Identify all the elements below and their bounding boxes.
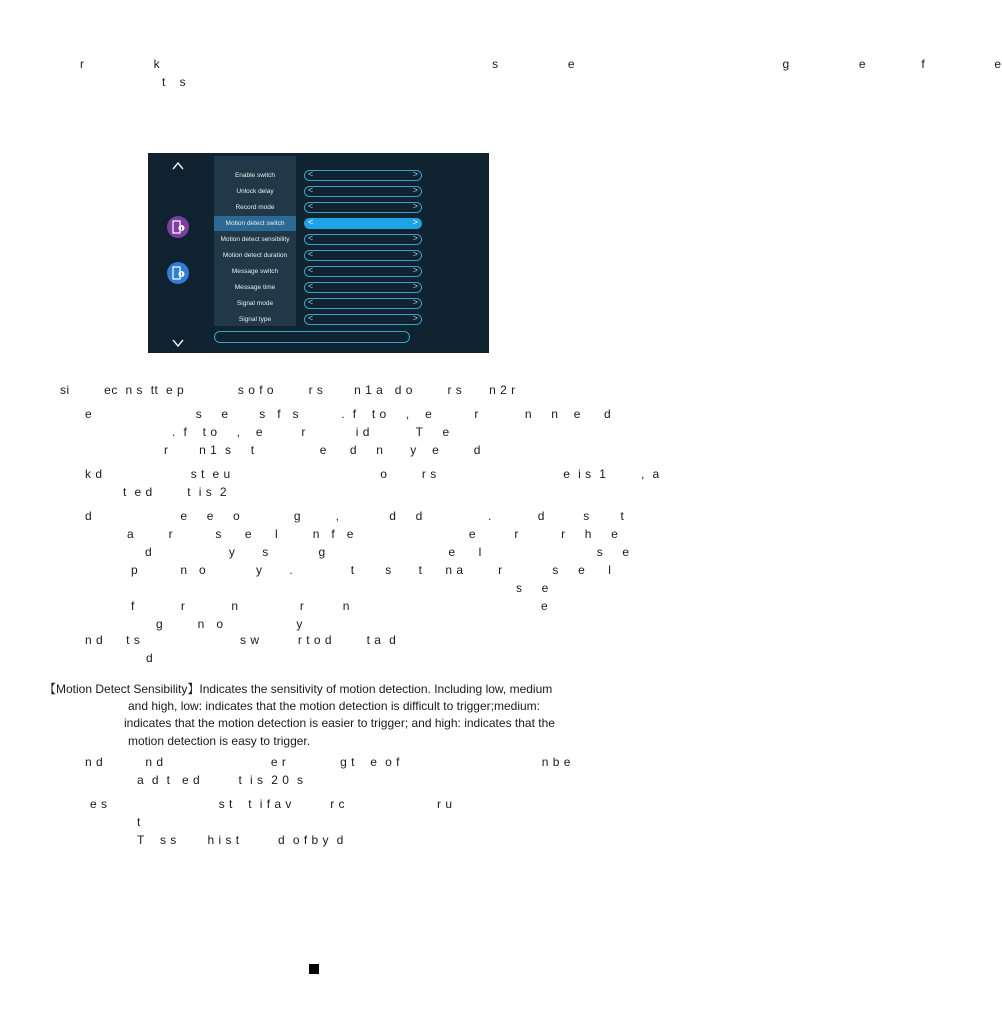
text-fragment: e s s t t i f a v r c r u <box>90 797 453 811</box>
value-slider-motion-detect-sensibility[interactable] <box>304 234 422 245</box>
text-fragment: d <box>146 651 154 665</box>
chevron-left-icon[interactable]: < <box>308 265 314 275</box>
chevron-right-icon[interactable]: > <box>412 265 418 275</box>
text-fragment: d e e o g , d d . d s t <box>85 509 625 523</box>
menu-item-signal-type[interactable]: Signal type <box>238 316 272 323</box>
chevron-right-icon[interactable]: > <box>412 281 418 291</box>
value-slider-record-mode[interactable] <box>304 202 422 213</box>
text-fragment: t e d t i s 2 <box>123 485 228 499</box>
text-fragment: r n 1 s t e d n y e d <box>164 443 481 457</box>
menu-item-message-switch[interactable]: Message switch <box>231 268 279 275</box>
page-marker <box>309 964 319 974</box>
text-fragment: si ec n s tt e p s o f o r s n 1 a d o r s n 2 r <box>60 383 516 397</box>
text-fragment: e <box>541 599 549 613</box>
menu-item-motion-detect-duration[interactable]: Motion detect duration <box>222 252 288 259</box>
chevron-left-icon[interactable]: < <box>308 201 314 211</box>
chevron-left-icon[interactable]: < <box>308 169 314 179</box>
value-slider-message-time[interactable] <box>304 282 422 293</box>
top-text-line-1: r k s e g e f e <box>80 57 1002 71</box>
chevron-right-icon[interactable]: > <box>412 185 418 195</box>
sensibility-line-3: indicates that the motion detection is easier to trigger; and high: indicates that the <box>124 716 555 730</box>
value-slider-unlock-delay[interactable] <box>304 186 422 197</box>
chevron-left-icon[interactable]: < <box>308 217 314 227</box>
text-fragment: d y s g e l s e <box>145 545 630 559</box>
chevron-right-icon[interactable]: > <box>412 233 418 243</box>
sensibility-heading: 【Motion Detect Sensibility】 <box>44 682 200 696</box>
value-slider-motion-detect-duration[interactable] <box>304 250 422 261</box>
chevron-right-icon[interactable]: > <box>412 169 418 179</box>
chevron-left-icon[interactable]: < <box>308 313 314 323</box>
value-slider-signal-type[interactable] <box>304 314 422 325</box>
chevron-right-icon[interactable]: > <box>412 249 418 259</box>
door-info-icon[interactable] <box>167 216 189 238</box>
chevron-right-icon[interactable]: > <box>412 217 418 227</box>
settings-info-icon[interactable] <box>167 262 189 284</box>
menu-item-unlock-delay[interactable]: Unlock delay <box>236 188 274 195</box>
chevron-up-icon[interactable] <box>172 159 184 171</box>
menu-item-record-mode[interactable]: Record mode <box>235 204 275 211</box>
value-slider-message-switch[interactable] <box>304 266 422 277</box>
chevron-left-icon[interactable]: < <box>308 233 314 243</box>
text-fragment: . f t o , e r i d T e <box>172 425 450 439</box>
sensibility-line-2: and high, low: indicates that the motion detection is difficult to trigger;medium: <box>128 699 541 713</box>
menu-item-signal-mode[interactable]: Signal mode <box>236 300 274 307</box>
chevron-left-icon[interactable]: < <box>308 297 314 307</box>
value-slider-motion-detect-switch[interactable] <box>304 218 422 229</box>
chevron-down-icon[interactable] <box>172 336 184 348</box>
sensibility-line-1: Indicates the sensitivity of motion detection. Including low, medium <box>199 682 553 696</box>
left-strip <box>148 153 208 353</box>
text-fragment: a d t e d t i s 2 0 s <box>137 773 304 787</box>
text-fragment: a r s e l n f e e r r h e <box>127 527 619 541</box>
top-text-line-2: t s <box>162 75 187 89</box>
menu-item-enable-switch[interactable]: Enable switch <box>234 172 276 179</box>
chevron-left-icon[interactable]: < <box>308 185 314 195</box>
text-fragment: g n o y <box>156 617 303 631</box>
text-fragment: n d n d e r g t e o f n b e <box>85 755 571 769</box>
text-fragment: e s e s f s . f t o , e r n n e d <box>85 407 612 421</box>
text-fragment: n d t s s w r t o d t a d <box>85 633 397 647</box>
text-fragment: t <box>137 815 141 829</box>
chevron-left-icon[interactable]: < <box>308 281 314 291</box>
device-menu-screenshot <box>148 153 489 353</box>
sensibility-heading-line <box>44 681 552 698</box>
text-fragment: p n o y . t s t n a r s e l <box>131 563 612 577</box>
value-slider-enable-switch[interactable] <box>304 170 422 181</box>
bottom-bar <box>214 331 410 343</box>
menu-item-motion-detect-sensibility[interactable]: Motion detect sensibility <box>220 236 290 243</box>
text-fragment: f r n r n <box>131 599 350 613</box>
chevron-right-icon[interactable]: > <box>412 297 418 307</box>
menu-item-motion-detect-switch[interactable]: Motion detect switch <box>214 216 296 231</box>
chevron-left-icon[interactable]: < <box>308 249 314 259</box>
text-fragment: k d s t e u o r s e i s 1 , a <box>85 467 660 481</box>
text-fragment: T s s h i s t d o f b y d <box>137 833 344 847</box>
chevron-right-icon[interactable]: > <box>412 201 418 211</box>
chevron-right-icon[interactable]: > <box>412 313 418 323</box>
value-slider-signal-mode[interactable] <box>304 298 422 309</box>
text-fragment: s e <box>516 581 549 595</box>
sensibility-line-4: motion detection is easy to trigger. <box>128 734 311 748</box>
menu-item-message-time[interactable]: Message time <box>234 284 276 291</box>
